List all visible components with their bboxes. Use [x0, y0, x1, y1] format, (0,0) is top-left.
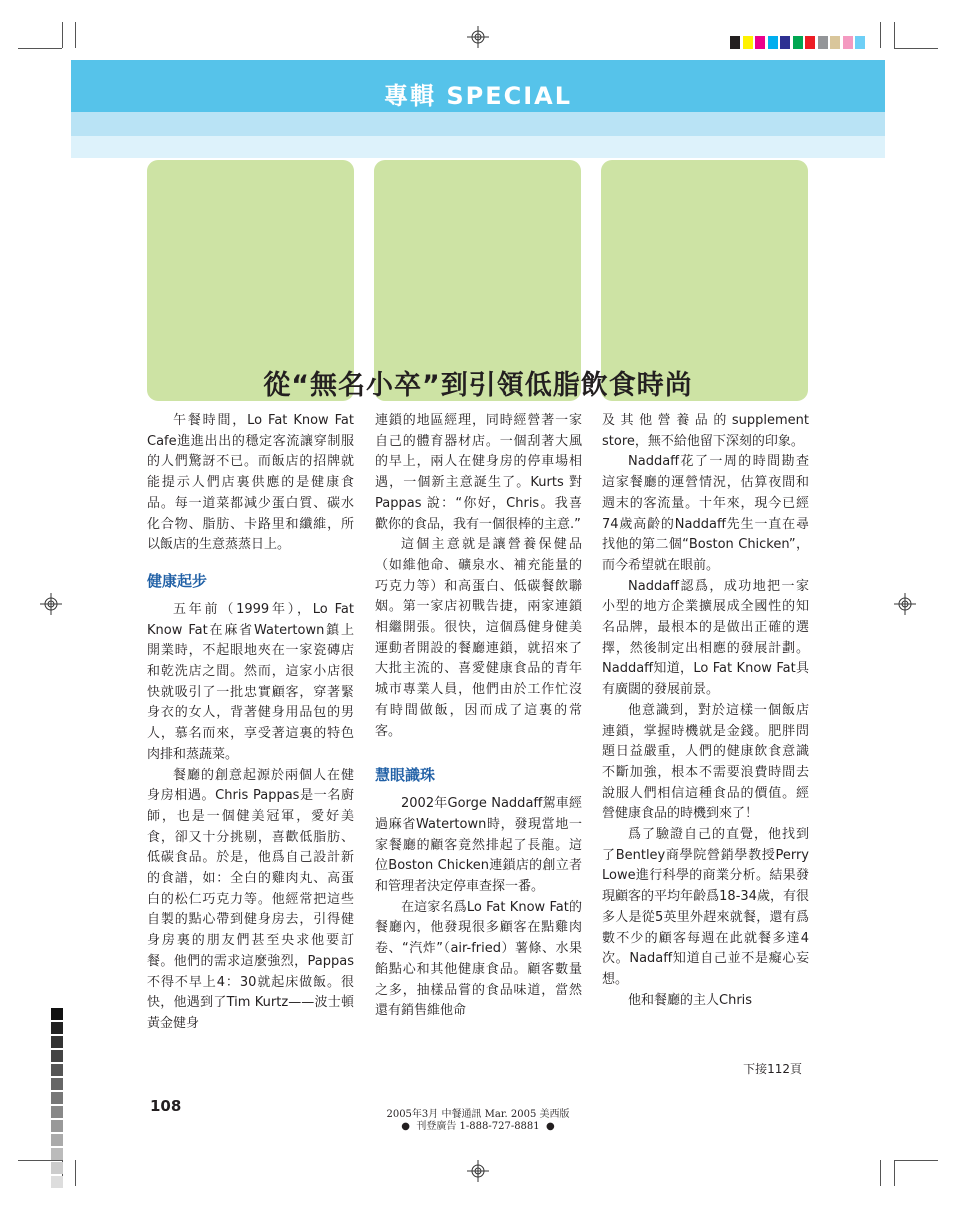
- gray-swatch: [51, 1064, 63, 1076]
- color-swatch: [843, 36, 853, 49]
- section-title: 專輯 SPECIAL: [383, 82, 573, 110]
- bullet-icon: ●: [401, 1121, 410, 1132]
- color-swatch: [743, 36, 753, 49]
- paragraph: 這個主意就是讓營養保健品（如維他命、礦泉水、補充能量的巧克力等）和高蛋白、低碳餐飲聯姻。第一家店初戰告捷，兩家連鎖相繼開張。很快，這個爲健身健美運動者開設的餐廳連鎖，就招來了大批主流的、喜愛健康食品的青年城市專業人員，他們由於工作忙沒有時間做飯，因而成了這裏的常客。: [375, 537, 582, 739]
- color-swatch: [855, 36, 865, 49]
- subheading: 健康起步: [147, 571, 208, 590]
- gray-swatch: [51, 1106, 63, 1118]
- paragraph: 連鎖的地區經理，同時經營著一家自己的體育器材店。一個刮著大風的早上，兩人在健身房的停車場相遇，一個新主意誕生了。Kurts 對 Pappas 說：“你好，Chris。我喜歡你的食品，我有一個很棒的主意.”: [375, 413, 582, 532]
- color-swatch: [830, 36, 840, 49]
- paragraph: 他和餐廳的主人Chris: [628, 992, 753, 1008]
- article-column-2: [375, 411, 582, 1022]
- color-swatch: [768, 36, 778, 49]
- color-swatch: [730, 36, 740, 49]
- paragraph: 午餐時間，Lo Fat Know Fat Cafe進進出出的穩定客流讓穿制服的人們驚訝不已。而飯店的招牌就能提示人們店裏供應的是健康食品。每一道菜都減少蛋白質、碳水化合物、脂肪、卡路里和纖維，所以飯店的生意蒸蒸日上。: [147, 413, 354, 553]
- gray-swatch: [51, 1078, 63, 1090]
- crop-mark: [18, 48, 62, 49]
- gray-swatch: [51, 1008, 63, 1020]
- article-column-1: [147, 411, 354, 1035]
- color-swatch: [755, 36, 765, 49]
- header-band-light: [71, 112, 885, 136]
- crop-mark: [880, 22, 881, 48]
- gray-swatch: [51, 1120, 63, 1132]
- registration-mark-icon: [40, 593, 62, 615]
- paragraph: 2002年Gorge Naddaff駕車經過麻省Watertown時，發現當地一家餐廳的顧客竟然排起了長龍。這位Boston Chicken連鎖店的創立者和管理者決定停車查探一番。: [375, 796, 582, 895]
- paragraph: 他意識到，對於這樣一個飯店連鎖，掌握時機就是金錢。肥胖問題日益嚴重，人們的健康飲食意識不斷加強，根本不需要浪費時間去說服人們相信這種食品的價值。經營健康食品的時機到來了！: [602, 702, 809, 822]
- crop-mark: [894, 22, 895, 48]
- article-headline: 從“無名小卒”到引領低脂飲食時尚: [263, 370, 693, 401]
- crop-mark: [894, 1160, 938, 1161]
- paragraph: 及其他營養品的supplement store，無不給他留下深刻的印象。: [602, 413, 809, 449]
- registration-mark-icon: [467, 26, 489, 48]
- crop-mark: [62, 22, 63, 48]
- paragraph: 爲了驗證自己的直覺，他找到了Bentley商學院營銷學教授Perry Lowe進行科學的商業分析。結果發現顧客的平均年齡爲18-34歲，有很多人是從5英里外趕來就餐，還有爲數不少的顧客每週在此就餐多達4次。Nadaff知道自己並不是癡心妄想。: [602, 827, 809, 987]
- gray-swatch: [51, 1148, 63, 1160]
- color-swatch: [805, 36, 815, 49]
- crop-mark: [880, 1160, 881, 1186]
- color-swatch: [818, 36, 828, 49]
- gray-swatch: [51, 1022, 63, 1034]
- color-swatch: [780, 36, 790, 49]
- crop-mark: [894, 1160, 895, 1186]
- page-number: 108: [150, 1097, 182, 1115]
- footer-publication-info: 2005年3月 中餐通訊 Mar. 2005 美西版: [386, 1109, 570, 1120]
- paragraph: 餐廳的創意起源於兩個人在健身房相遇。Chris Pappas是一名廚師，也是一個健美冠軍，愛好美食，卻又十分挑剔，喜歡低脂肪、低碳食品。於是，他爲自己設計新的食譜，如：全白的雞肉丸、高蛋白的松仁巧克力等。他經常把這些自製的點心帶到健身房去，引得健身房裏的朋友們甚至央求他要訂餐。他們的需求這麼強烈，Pappas不得不早上4：30就起床做飯。很快，他遇到了Tim Kurtz——波士頓黃金健身: [147, 767, 354, 1031]
- paragraph: 五年前（1999年），Lo Fat Know Fat在麻省Watertown鎮上開業時，不起眼地夾在一家瓷磚店和乾洗店之間。然而，這家小店很快就吸引了一批忠實顧客，穿著緊身衣的女人，背著健身用品包的男人，慕名而來，享受著這裏的特色肉排和蒸蔬菜。: [147, 601, 354, 762]
- paragraph: 在這家名爲Lo Fat Know Fat的餐廳內，他發現很多顧客在點雞肉卷、“汽炸”（air-fried）薯條、水果餡點心和其他健康食品。顧客數量之多，抽樣品嘗的食品味道，當然還有銷售維他命: [375, 899, 582, 1019]
- gray-swatch: [51, 1092, 63, 1104]
- gray-swatch: [51, 1134, 63, 1146]
- gray-swatch: [51, 1036, 63, 1048]
- registration-mark-icon: [467, 1160, 489, 1182]
- gray-swatch: [51, 1050, 63, 1062]
- article-column-3: [602, 411, 809, 1011]
- crop-mark: [18, 1160, 62, 1161]
- bullet-icon: ●: [546, 1121, 555, 1132]
- crop-mark: [75, 1160, 76, 1186]
- color-swatch: [793, 36, 803, 49]
- paragraph: Naddaff認爲，成功地把一家小型的地方企業擴展成全國性的知名品牌，最根本的是做出正確的選擇，然後制定出相應的發展計劃。Naddaff知道，Lo Fat Know Fat具有廣闊的發展前景。: [602, 578, 809, 698]
- header-band-lighter: [71, 136, 885, 158]
- paragraph: Naddaff花了一周的時間勘查這家餐廳的運營情況，估算夜間和週末的客流量。十年來，現今已經74歲高齡的Naddaff先生一直在尋找他的第二個“Boston Chicken”，而今希望就在眼前。: [602, 454, 809, 573]
- subheading: 慧眼識珠: [375, 766, 436, 785]
- crop-mark: [75, 22, 76, 48]
- gray-swatch: [51, 1176, 63, 1188]
- registration-mark-icon: [894, 593, 916, 615]
- footer-ad-info: [300, 1117, 656, 1132]
- footer-ad-text: 刊登廣告 1-888-727-8881: [416, 1121, 540, 1132]
- crop-mark: [894, 48, 938, 49]
- gray-swatch: [51, 1162, 63, 1174]
- continued-note: 下接112頁: [743, 1062, 802, 1076]
